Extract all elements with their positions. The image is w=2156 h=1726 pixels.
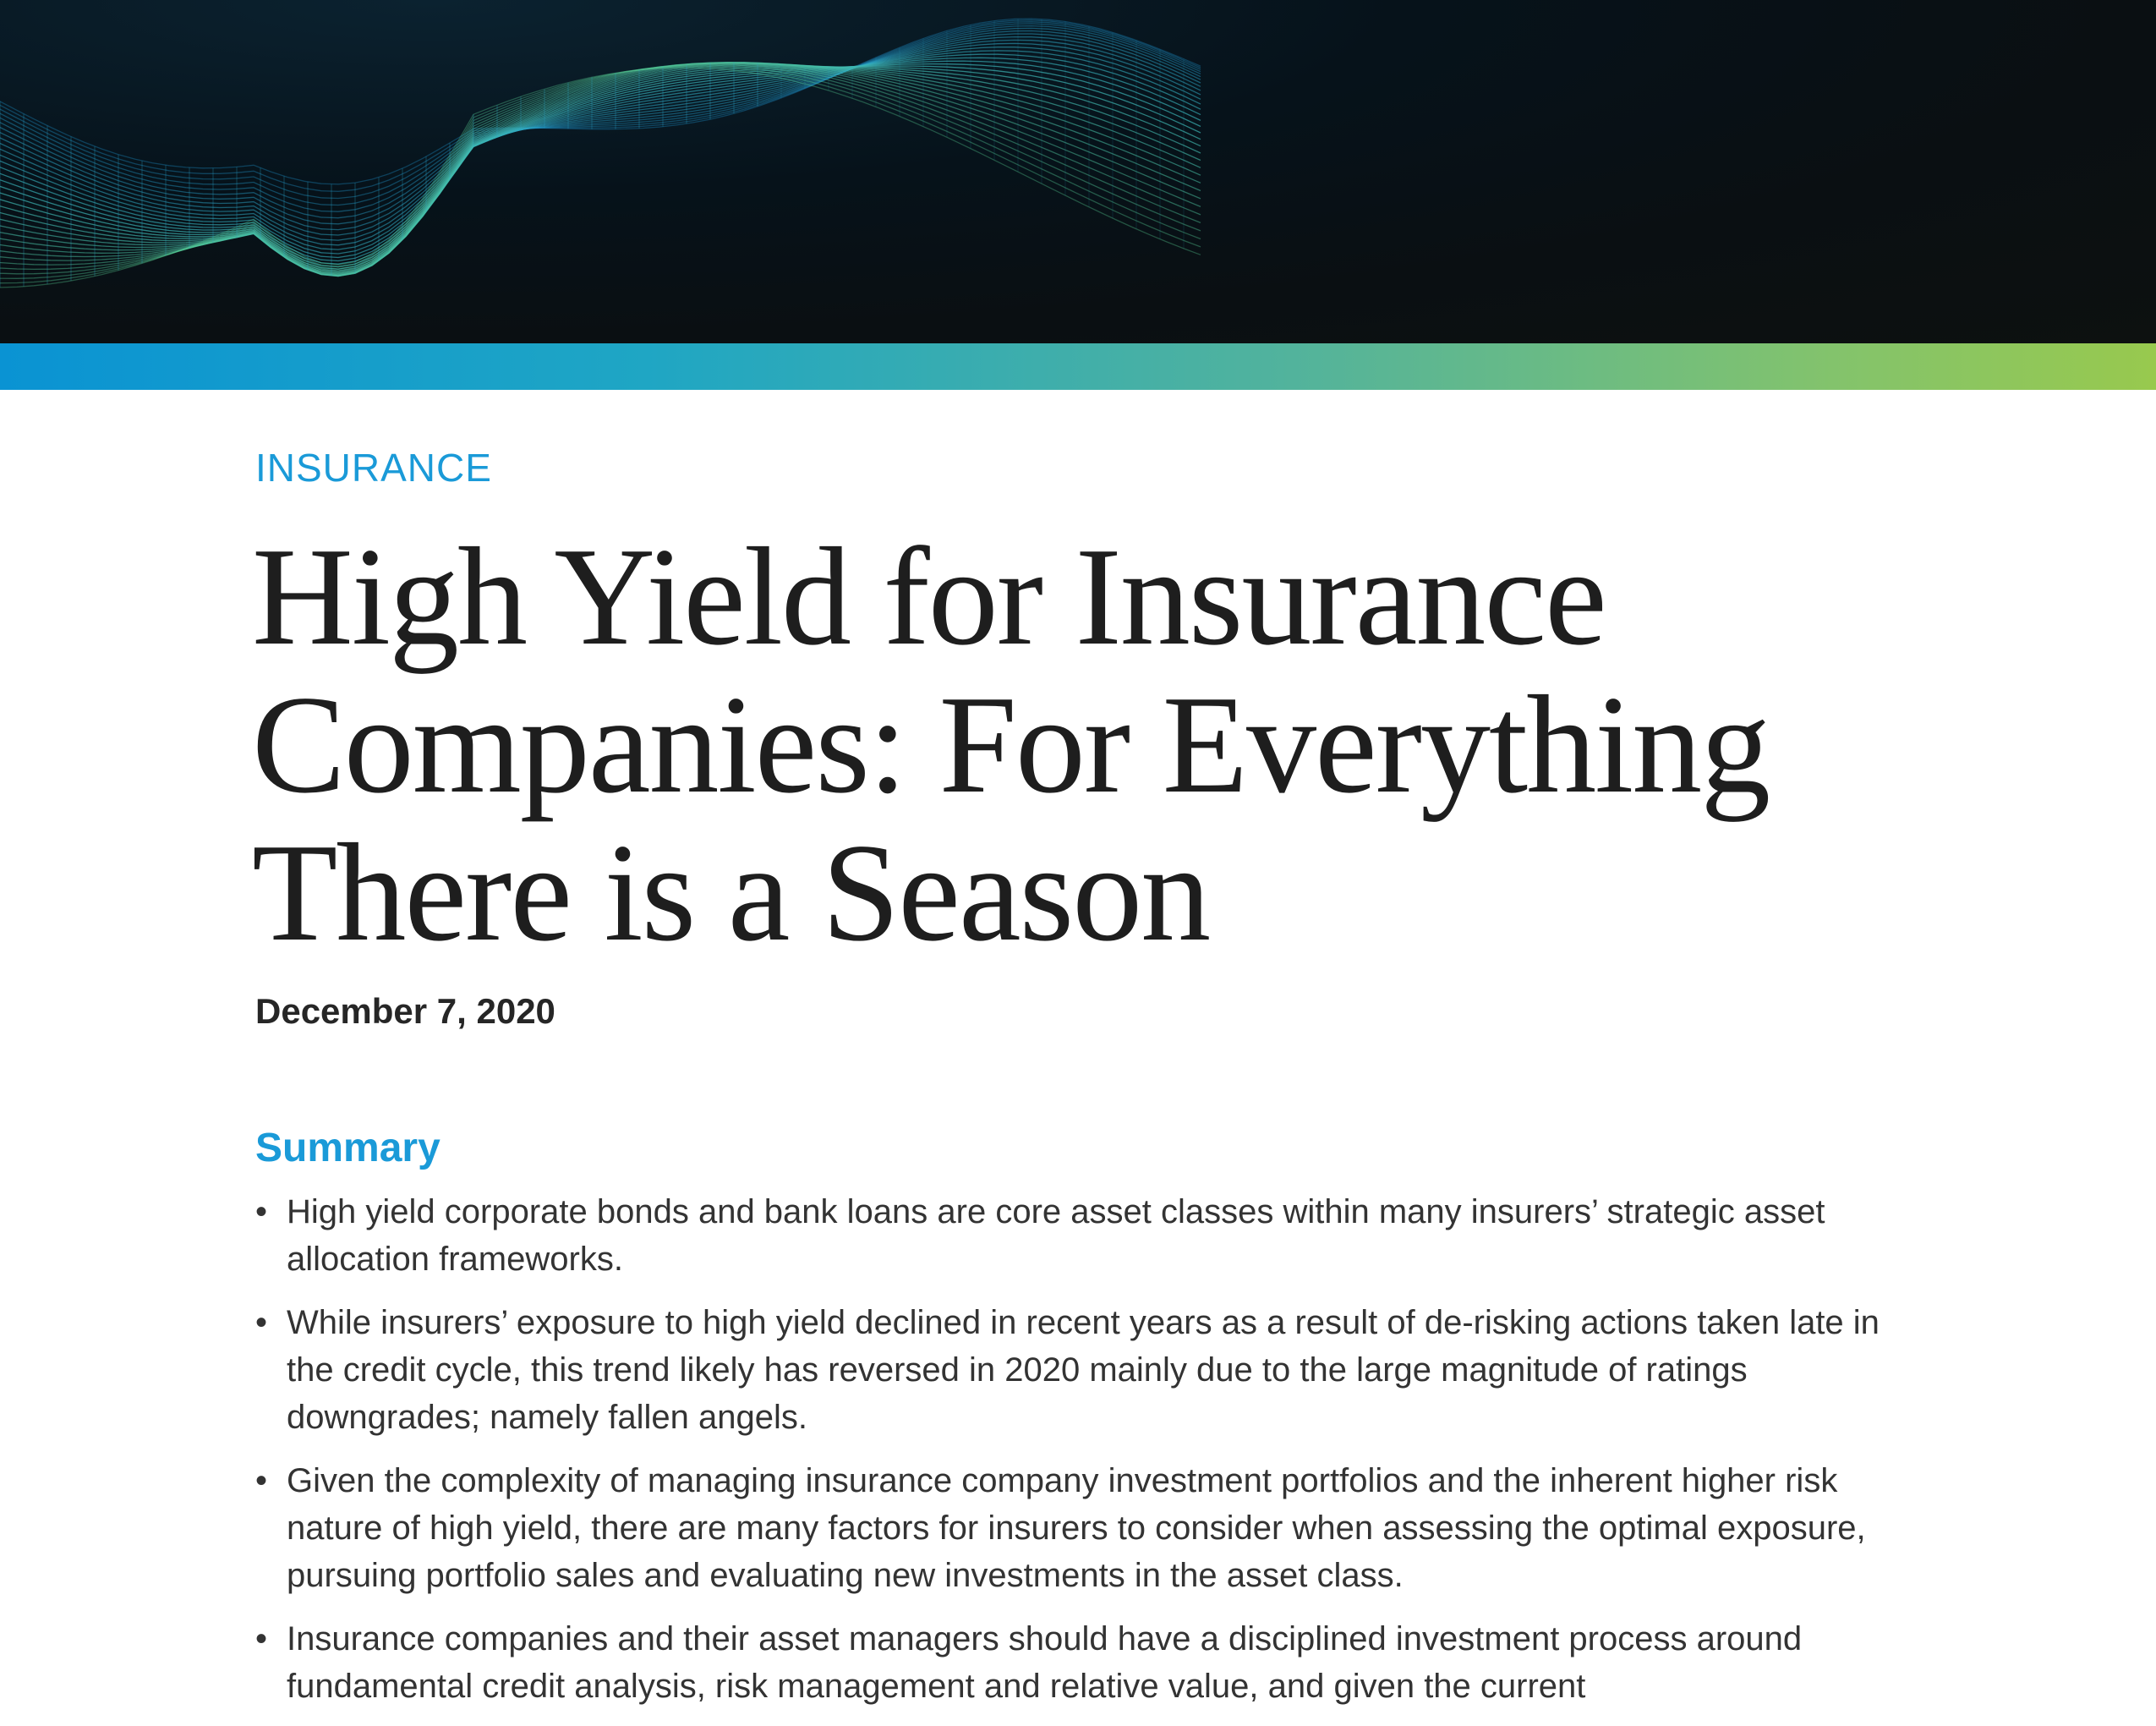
summary-bullet-text: Given the complexity of managing insurance company investment portfolios and the inherent higher risk nature of high yield, there are many factors for insurers to consider when assessing the optimal exposure, pursuing portfolio sales and evaluating new investments in the asset class. [287,1462,1866,1594]
summary-bullet-list [255,1188,1904,1726]
summary-bullet-text: While insurers’ exposure to high yield declined in recent years as a result of de-risking actions taken late in the credit cycle, this trend likely has reversed in 2020 mainly due to the large magnitude of ratings downgrades; namely fallen angels. [287,1304,1880,1436]
summary-heading: Summary [255,1126,441,1170]
wave-line [0,63,1201,276]
gradient-divider-bar [0,343,2156,390]
bullet-icon: • [255,1620,268,1658]
publication-date: December 7, 2020 [255,991,555,1031]
bullet-icon: • [255,1304,268,1341]
bullet-icon: • [255,1193,268,1230]
wave-line [0,40,1201,240]
wave-line [0,37,1201,235]
summary-bullet-text: Insurance companies and their asset managers should have a disciplined investment process around fundamental credit analysis, risk management and relative value, and given the current [287,1620,1803,1705]
summary-bullet [255,1299,1904,1441]
summary-bullet-text: High yield corporate bonds and bank loans are core asset classes within many insurers’ strategic asset allocation frameworks. [287,1193,1825,1278]
wave-line [0,63,1201,273]
wave-mesh-graphic [0,0,2156,343]
summary-bullet [255,1615,1904,1710]
bullet-icon: • [255,1462,268,1499]
page-title: High Yield for Insurance Companies: For Everything There is a Season [252,518,1770,970]
summary-bullet [255,1188,1904,1283]
hero-banner [0,0,2156,343]
category-label: INSURANCE [255,446,492,490]
summary-bullet [255,1457,1904,1599]
